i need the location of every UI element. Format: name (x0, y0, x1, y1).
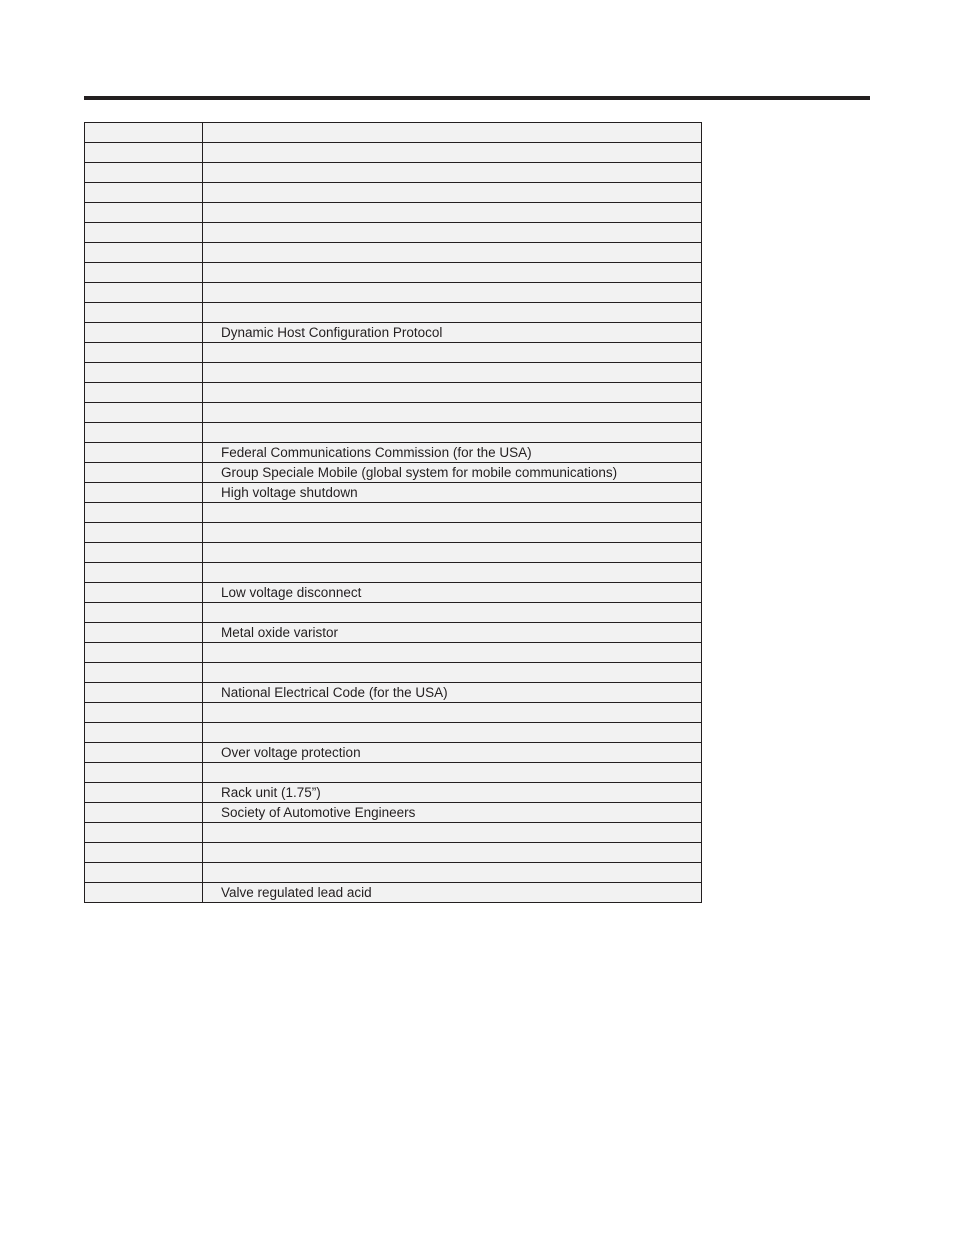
abbreviation-cell (85, 803, 203, 823)
definition-cell (203, 603, 702, 623)
header-rule (84, 96, 870, 100)
table-row (85, 383, 702, 403)
definition-cell (203, 563, 702, 583)
abbreviation-cell (85, 443, 203, 463)
table-row (85, 603, 702, 623)
abbreviation-cell (85, 303, 203, 323)
definition-cell (203, 303, 702, 323)
definition-cell (203, 123, 702, 143)
table-row (85, 363, 702, 383)
abbreviation-cell (85, 503, 203, 523)
definition-cell (203, 203, 702, 223)
definition-cell: Federal Communications Commission (for the USA) (203, 443, 702, 463)
table-row (85, 563, 702, 583)
abbreviation-cell (85, 163, 203, 183)
table-row (85, 683, 702, 703)
definition-cell (203, 283, 702, 303)
table-row (85, 203, 702, 223)
abbreviation-cell (85, 263, 203, 283)
abbreviation-cell (85, 403, 203, 423)
definition-cell (203, 703, 702, 723)
definition-cell (203, 403, 702, 423)
abbreviation-cell (85, 143, 203, 163)
definition-cell (203, 343, 702, 363)
definition-cell: Dynamic Host Configuration Protocol (203, 323, 702, 343)
definition-cell: Low voltage disconnect (203, 583, 702, 603)
abbreviation-cell (85, 623, 203, 643)
abbreviation-cell (85, 123, 203, 143)
table-row (85, 503, 702, 523)
table-row (85, 403, 702, 423)
table-row (85, 323, 702, 343)
definition-cell: National Electrical Code (for the USA) (203, 683, 702, 703)
table-row (85, 763, 702, 783)
table-row (85, 703, 702, 723)
table-row (85, 183, 702, 203)
abbreviation-cell (85, 883, 203, 903)
table-row (85, 743, 702, 763)
definition-cell (203, 163, 702, 183)
table-row (85, 883, 702, 903)
table-row (85, 863, 702, 883)
abbreviation-cell (85, 603, 203, 623)
definition-cell (203, 523, 702, 543)
table-row (85, 723, 702, 743)
table-row (85, 423, 702, 443)
abbreviation-cell (85, 323, 203, 343)
abbreviation-cell (85, 663, 203, 683)
abbreviation-cell (85, 183, 203, 203)
abbreviation-cell (85, 383, 203, 403)
table-row (85, 223, 702, 243)
table-row (85, 803, 702, 823)
abbreviation-cell (85, 723, 203, 743)
definition-cell: Society of Automotive Engineers (203, 803, 702, 823)
table-row (85, 263, 702, 283)
table-row (85, 163, 702, 183)
table-row (85, 663, 702, 683)
table-row (85, 443, 702, 463)
definition-cell (203, 383, 702, 403)
definition-cell (203, 143, 702, 163)
definition-cell: Rack unit (1.75”) (203, 783, 702, 803)
abbreviation-cell (85, 243, 203, 263)
definition-cell (203, 503, 702, 523)
definition-cell (203, 183, 702, 203)
definition-cell (203, 643, 702, 663)
abbreviation-cell (85, 483, 203, 503)
table-row (85, 123, 702, 143)
definition-cell: Over voltage protection (203, 743, 702, 763)
definition-cell (203, 243, 702, 263)
table-row (85, 283, 702, 303)
abbreviation-cell (85, 643, 203, 663)
definition-cell (203, 363, 702, 383)
abbreviation-cell (85, 823, 203, 843)
definition-cell: Valve regulated lead acid (203, 883, 702, 903)
table-row (85, 643, 702, 663)
definition-cell (203, 543, 702, 563)
table-row (85, 343, 702, 363)
abbreviation-cell (85, 563, 203, 583)
definition-cell (203, 423, 702, 443)
abbreviation-cell (85, 283, 203, 303)
glossary-table (84, 122, 702, 903)
abbreviation-cell (85, 783, 203, 803)
abbreviation-cell (85, 203, 203, 223)
definition-cell (203, 263, 702, 283)
table-row (85, 543, 702, 563)
table-row (85, 483, 702, 503)
abbreviation-cell (85, 843, 203, 863)
definition-cell (203, 843, 702, 863)
definition-cell: High voltage shutdown (203, 483, 702, 503)
table-row (85, 523, 702, 543)
table-row (85, 243, 702, 263)
definition-cell (203, 663, 702, 683)
definition-cell (203, 863, 702, 883)
table-row (85, 783, 702, 803)
abbreviation-cell (85, 863, 203, 883)
table-row (85, 583, 702, 603)
abbreviation-cell (85, 423, 203, 443)
abbreviation-cell (85, 463, 203, 483)
glossary-body (85, 123, 702, 903)
definition-cell (203, 763, 702, 783)
table-row (85, 623, 702, 643)
table-row (85, 143, 702, 163)
definition-cell (203, 723, 702, 743)
abbreviation-cell (85, 223, 203, 243)
abbreviation-cell (85, 703, 203, 723)
definition-cell: Metal oxide varistor (203, 623, 702, 643)
table-row (85, 843, 702, 863)
definition-cell (203, 823, 702, 843)
abbreviation-cell (85, 523, 203, 543)
abbreviation-cell (85, 763, 203, 783)
abbreviation-cell (85, 683, 203, 703)
abbreviation-cell (85, 583, 203, 603)
definition-cell: Group Speciale Mobile (global system for mobile communications) (203, 463, 702, 483)
definition-cell (203, 223, 702, 243)
table-row (85, 463, 702, 483)
abbreviation-cell (85, 743, 203, 763)
table-row (85, 823, 702, 843)
abbreviation-cell (85, 543, 203, 563)
table-row (85, 303, 702, 323)
abbreviation-cell (85, 363, 203, 383)
abbreviation-cell (85, 343, 203, 363)
